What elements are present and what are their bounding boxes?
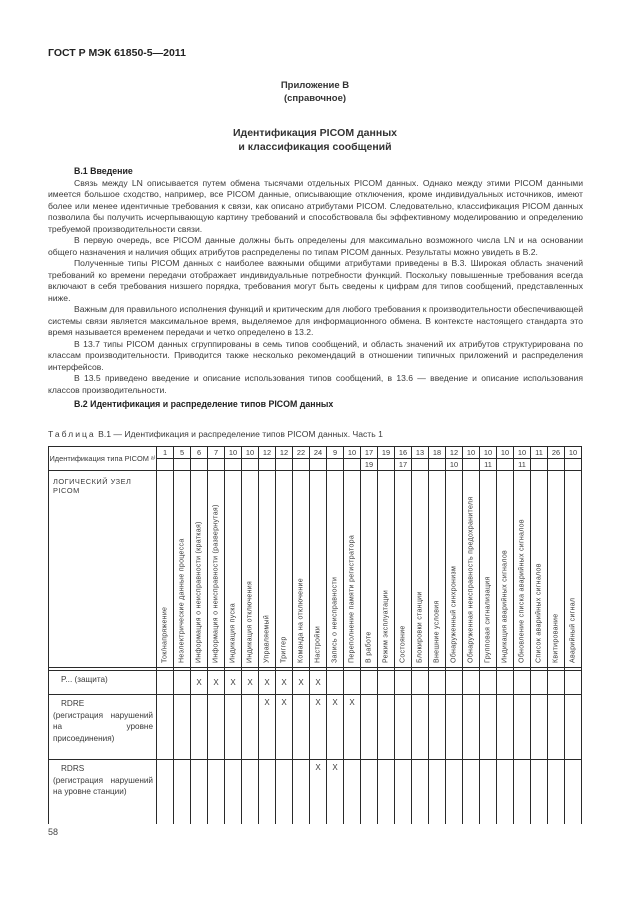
id-value-cell: 10 xyxy=(242,447,259,459)
appendix-heading xyxy=(0,79,630,105)
column-header xyxy=(531,471,548,668)
mark-cell xyxy=(531,671,548,695)
id-value-cell: 7 xyxy=(208,447,225,459)
paragraph: Важным для правильного исполнения функций и критическим для любого требования к производительности обеспечивающей системы связи является максимальное время, выделяемое для информационного обмена. В контексте настоящего стандарта это время называется временем передачи и четко определено в 13.2. xyxy=(48,304,583,337)
mark-cell xyxy=(531,760,548,825)
page-title xyxy=(0,126,630,154)
id-value-cell: 11 xyxy=(531,447,548,459)
column-header-label: Список аварийных сигналов xyxy=(535,563,543,663)
column-header-label: Индикация пуска xyxy=(229,603,237,663)
column-header-label: Запись о неисправности xyxy=(331,576,339,663)
mark-cell xyxy=(429,760,446,825)
column-header xyxy=(293,471,310,668)
column-header xyxy=(565,471,582,668)
id-value-cell xyxy=(497,459,514,471)
mark-cell: X xyxy=(242,671,259,695)
logical-node-code: RDRS xyxy=(61,764,85,773)
mark-cell: X xyxy=(208,671,225,695)
id-value-cell: 10 xyxy=(344,447,361,459)
column-header-label: Неэлектрические данные процесса xyxy=(178,538,186,663)
id-value-cell xyxy=(276,459,293,471)
id-value-cell: 10 xyxy=(497,447,514,459)
id-value-cell: 11 xyxy=(514,459,531,471)
column-header xyxy=(361,471,378,668)
mark-cell xyxy=(548,671,565,695)
mark-cell xyxy=(242,695,259,760)
column-header-label: Режим эксплуатации xyxy=(382,589,390,663)
logical-node-code: RDRE xyxy=(61,699,85,708)
column-header-label: Аварийный сигнал xyxy=(569,597,577,663)
id-value-cell xyxy=(293,459,310,471)
paragraph: В 13.7 типы PICOM данных сгруппированы в семь типов сообщений, и область значений их атрибутов структурирована по классам производительности. Приводится также несколько рекомендаций в отношении типичных приложений и распределения интерфейсов. xyxy=(48,338,583,372)
id-value-cell xyxy=(225,459,242,471)
mark-cell: X xyxy=(225,671,242,695)
column-header xyxy=(208,471,225,668)
id-label-cell: Идентификация типа PICOM ᵃ⁾ xyxy=(49,447,157,471)
mark-cell: X xyxy=(191,671,208,695)
mark-cell xyxy=(429,695,446,760)
mark-cell xyxy=(157,671,174,695)
mark-cell xyxy=(276,760,293,825)
mark-cell xyxy=(208,695,225,760)
id-value-cell xyxy=(310,459,327,471)
section-heading-b1: В.1 Введение xyxy=(74,166,133,176)
page-title-line-2: и классификация сообщений xyxy=(238,141,392,153)
mark-cell xyxy=(378,695,395,760)
page-title-line-1: Идентификация PICOM данных xyxy=(232,127,397,139)
paragraph: В 13.5 приведено введение и описание использования типов сообщений, в 13.6 — введение и описание использования классов производительности. xyxy=(48,373,583,395)
mark-cell: X xyxy=(259,671,276,695)
paragraph: Полученные типы PICOM данных с наиболее важными общими атрибутами приведены в В.3. Широкая область значений требований ко времени передачи отображает индивидуальные потребности функций. Поскольку повышенные требования всегда включают в себя требования низшего порядка, требования могут быть сведены к цифрам для типов сообщений, представленных ниже. xyxy=(48,258,583,303)
mark-cell xyxy=(191,695,208,760)
column-header-label: Информация о неисправности (краткая) xyxy=(195,521,203,663)
logical-node-header: ЛОГИЧЕСКИЙ УЗЕЛ PICOM xyxy=(49,471,157,668)
id-value-cell: 26 xyxy=(548,447,565,459)
mark-cell xyxy=(395,695,412,760)
mark-cell xyxy=(157,695,174,760)
body-text xyxy=(48,166,583,411)
id-value-cell xyxy=(242,459,259,471)
id-value-cell: 13 xyxy=(412,447,429,459)
mark-cell xyxy=(429,671,446,695)
mark-cell xyxy=(565,695,582,760)
id-value-cell xyxy=(378,459,395,471)
column-header xyxy=(480,471,497,668)
mark-cell xyxy=(361,760,378,825)
mark-cell: X xyxy=(293,671,310,695)
id-value-cell xyxy=(429,459,446,471)
column-header xyxy=(548,471,565,668)
mark-cell xyxy=(157,760,174,825)
column-header-label: Индикация аварийных сигналов xyxy=(501,549,509,663)
id-value-cell xyxy=(174,459,191,471)
mark-cell xyxy=(242,760,259,825)
column-header xyxy=(429,471,446,668)
mark-cell xyxy=(225,695,242,760)
id-value-cell xyxy=(157,459,174,471)
column-header-label: Настройки xyxy=(314,625,322,663)
page-number: 58 xyxy=(48,827,59,837)
appendix-subtitle: (справочное) xyxy=(283,93,347,104)
column-header-label: Переполнение памяти регистратора xyxy=(348,534,356,663)
id-value-cell: 22 xyxy=(293,447,310,459)
column-header-label: Блокировки станции xyxy=(416,591,424,663)
mark-cell: X xyxy=(310,695,327,760)
id-value-cell: 5 xyxy=(174,447,191,459)
id-value-cell: 6 xyxy=(191,447,208,459)
column-header-label: Индикация отключения xyxy=(246,580,254,663)
mark-cell xyxy=(514,695,531,760)
mark-cell: X xyxy=(259,695,276,760)
table-row xyxy=(49,760,582,825)
mark-cell xyxy=(446,695,463,760)
mark-cell xyxy=(497,671,514,695)
column-header xyxy=(344,471,361,668)
mark-cell xyxy=(548,760,565,825)
logical-node-description: (регистрация нарушений на уровне присоединения) xyxy=(53,710,153,743)
mark-cell xyxy=(412,760,429,825)
section-heading-b2: В.2 Идентификация и распределение типов PICOM данных xyxy=(74,399,334,409)
mark-cell xyxy=(208,760,225,825)
mark-cell: X xyxy=(276,695,293,760)
column-header xyxy=(463,471,480,668)
id-value-cell: 19 xyxy=(378,447,395,459)
table-caption-text: В.1 — Идентификация и распределение типов PICOM данных. Часть 1 xyxy=(95,429,383,439)
mark-cell: X xyxy=(276,671,293,695)
mark-cell xyxy=(497,760,514,825)
paragraph: Связь между LN описывается путем обмена тысячами отдельных PICOM данных. Однако между этими PICOM данными имеется большое сходство, например, все PICOM данные, описывающие отключения, кроме индивидуальных источников, имеют более или менее идентичные требования к связи, как описано атрибутами PICOM. Следовательно, классификация PICOM данных позволила бы получить исчерпывающую картину требований и способствовала бы эффективному моделированию и определению требуемой производительности связи. xyxy=(48,177,583,234)
mark-cell xyxy=(293,760,310,825)
column-header xyxy=(497,471,514,668)
table-caption-prefix: Таблица xyxy=(48,429,96,439)
id-value-cell xyxy=(565,459,582,471)
mark-cell xyxy=(514,671,531,695)
mark-cell xyxy=(395,671,412,695)
column-header-label: Групповая сигнализация xyxy=(484,576,492,663)
mark-cell xyxy=(548,695,565,760)
logical-node-description: (регистрация нарушений на уровне станции) xyxy=(53,775,153,796)
mark-cell: X xyxy=(310,760,327,825)
column-header xyxy=(225,471,242,668)
id-value-cell: 24 xyxy=(310,447,327,459)
id-value-cell: 18 xyxy=(429,447,446,459)
id-value-cell: 10 xyxy=(565,447,582,459)
mark-cell xyxy=(361,671,378,695)
mark-cell xyxy=(497,695,514,760)
mark-cell xyxy=(344,671,361,695)
paragraph: В первую очередь, все PICOM данные должны быть определены для максимально возможного числа LN и на основании общего назначения и наличия общих атрибутов распределены по типам PICOM данных. Результаты можно увидеть в В.2. xyxy=(48,235,583,257)
id-value-cell: 17 xyxy=(361,447,378,459)
id-value-cell xyxy=(463,459,480,471)
mark-cell: X xyxy=(310,671,327,695)
id-value-cell xyxy=(531,459,548,471)
mark-cell xyxy=(412,671,429,695)
mark-cell xyxy=(480,760,497,825)
id-value-cell: 10 xyxy=(514,447,531,459)
column-header-label: Обновление списка аварийных сигналов xyxy=(518,519,526,663)
mark-cell xyxy=(531,695,548,760)
table-row xyxy=(49,671,582,695)
table-caption xyxy=(48,429,383,439)
id-value-cell xyxy=(259,459,276,471)
column-header xyxy=(157,471,174,668)
mark-cell xyxy=(480,695,497,760)
column-header xyxy=(514,471,531,668)
id-value-cell xyxy=(327,459,344,471)
id-value-cell: 10 xyxy=(225,447,242,459)
mark-cell xyxy=(259,760,276,825)
column-header xyxy=(446,471,463,668)
mark-cell xyxy=(480,671,497,695)
picom-table xyxy=(48,446,582,824)
column-header-label: Обнаруженная неисправность предохранителя xyxy=(467,496,475,663)
id-value-cell: 17 xyxy=(395,459,412,471)
id-value-cell: 11 xyxy=(480,459,497,471)
mark-cell xyxy=(565,671,582,695)
table-row xyxy=(49,695,582,760)
mark-cell: X xyxy=(327,695,344,760)
column-header xyxy=(191,471,208,668)
id-value-cell xyxy=(548,459,565,471)
mark-cell xyxy=(378,671,395,695)
mark-cell: X xyxy=(344,695,361,760)
mark-cell xyxy=(463,671,480,695)
id-value-cell xyxy=(344,459,361,471)
column-header-label: Состояние xyxy=(399,625,407,663)
column-header xyxy=(259,471,276,668)
id-value-cell: 12 xyxy=(276,447,293,459)
id-value-cell xyxy=(191,459,208,471)
mark-cell: X xyxy=(327,760,344,825)
logical-node-cell xyxy=(49,760,157,825)
id-value-cell: 12 xyxy=(259,447,276,459)
column-header-row xyxy=(49,471,582,668)
id-value-cell: 1 xyxy=(157,447,174,459)
id-value-cell: 10 xyxy=(480,447,497,459)
mark-cell xyxy=(378,760,395,825)
column-header-label: Внешние условия xyxy=(433,600,441,663)
mark-cell xyxy=(463,760,480,825)
mark-cell xyxy=(327,671,344,695)
id-value-cell: 10 xyxy=(463,447,480,459)
column-header-label: Информация о неисправности (развернутая) xyxy=(212,504,220,663)
id-value-cell: 16 xyxy=(395,447,412,459)
mark-cell xyxy=(395,760,412,825)
id-value-cell: 19 xyxy=(361,459,378,471)
column-header-label: Обнаруженный синхронизм xyxy=(450,565,458,663)
mark-cell xyxy=(225,760,242,825)
appendix-title: Приложение В xyxy=(280,80,350,91)
mark-cell xyxy=(463,695,480,760)
logical-node-code: P... (защита) xyxy=(61,675,108,684)
mark-cell xyxy=(174,695,191,760)
column-header-label: Команда на отключение xyxy=(297,578,305,663)
mark-cell xyxy=(344,760,361,825)
id-value-cell xyxy=(412,459,429,471)
mark-cell xyxy=(293,695,310,760)
mark-cell xyxy=(361,695,378,760)
mark-cell xyxy=(174,760,191,825)
column-header-label: Управляемый xyxy=(263,614,271,663)
mark-cell xyxy=(174,671,191,695)
logical-node-cell xyxy=(49,695,157,760)
column-header xyxy=(412,471,429,668)
mark-cell xyxy=(565,760,582,825)
id-value-cell: 10 xyxy=(446,459,463,471)
column-header xyxy=(242,471,259,668)
column-header xyxy=(395,471,412,668)
column-header-label: Ток/напряжение xyxy=(161,606,169,663)
mark-cell xyxy=(446,760,463,825)
mark-cell xyxy=(446,671,463,695)
column-header-label: Квитирование xyxy=(552,613,560,663)
document-standard-header: ГОСТ Р МЭК 61850-5—2011 xyxy=(48,47,186,59)
column-header xyxy=(276,471,293,668)
mark-cell xyxy=(191,760,208,825)
column-header xyxy=(378,471,395,668)
id-value-cell: 12 xyxy=(446,447,463,459)
logical-node-cell xyxy=(49,671,157,695)
id-value-cell: 9 xyxy=(327,447,344,459)
id-row-1 xyxy=(49,447,582,459)
column-header-label: В работе xyxy=(365,631,373,663)
column-header-label: Триггер xyxy=(280,636,288,663)
column-header xyxy=(327,471,344,668)
id-value-cell xyxy=(208,459,225,471)
column-header xyxy=(310,471,327,668)
mark-cell xyxy=(412,695,429,760)
column-header xyxy=(174,471,191,668)
mark-cell xyxy=(514,760,531,825)
